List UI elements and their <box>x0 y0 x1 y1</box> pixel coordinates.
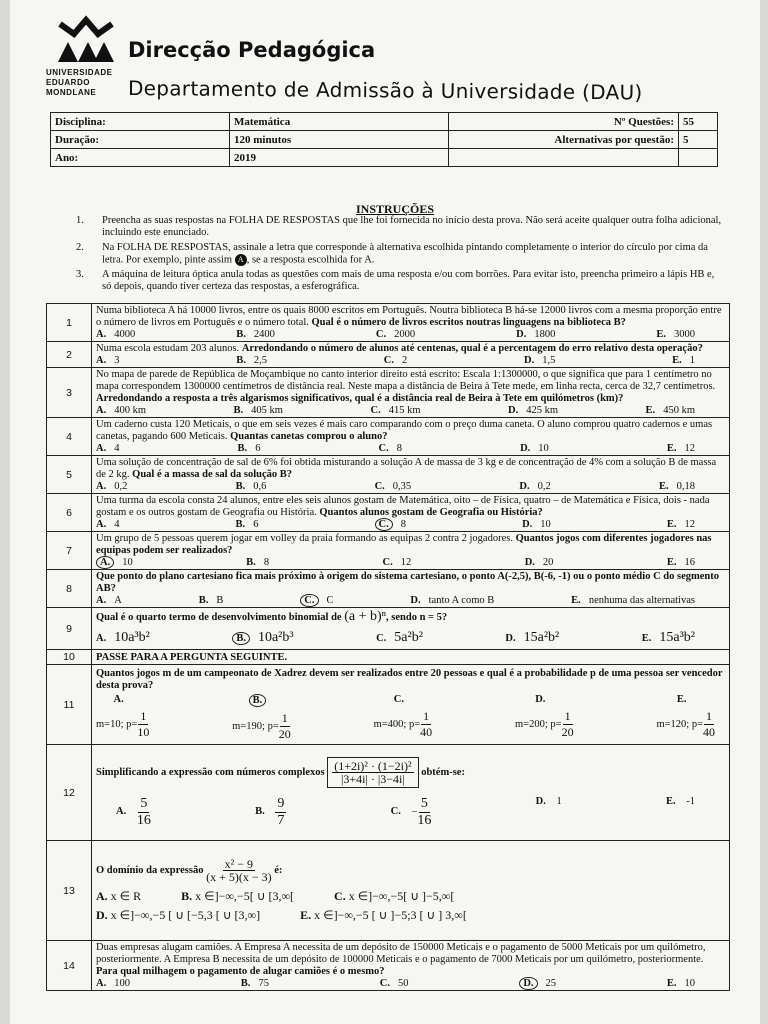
duracao-value: 120 minutos <box>230 131 449 149</box>
q6-alt-c[interactable]: C. 8 <box>375 519 406 530</box>
instructions-list <box>76 215 726 296</box>
q11-alt-e[interactable]: E. m=120; p= $\frac{1}{40}$ <box>656 693 715 739</box>
instruction-item: 3. A máquina de leitura óptica anula todas as questões com mais de uma resposta e/ou com borrões. Para evitar isto, preencha primeiro a lápis HB e, só depois, quando tiver certeza das respostas, a esferográfica. <box>76 269 715 293</box>
q14-alt-d[interactable]: D. 25 <box>519 978 556 989</box>
q1-alt-b[interactable]: B. 2400 <box>236 329 275 340</box>
q3-alt-a[interactable]: A. 400 km <box>96 405 147 416</box>
q13-alt-d[interactable]: D. x ∈]−∞,−5 [ ∪ [−5,3 [ ∪ [3,∞] <box>96 908 261 922</box>
q12-alt-e[interactable]: E. -1 <box>665 795 695 807</box>
q8-alt-b[interactable]: B. B <box>198 595 224 606</box>
question-text: Uma turma da escola consta 24 alunos, entre eles seis alunos gostam de Matemática, oito – de Física, quatro – de Matemática e Física, dois - nada gostam e os outros gostam de Geografia ou História. Quantos alunos gostam de Geografia ou História? <box>96 495 710 518</box>
q9-alt-e[interactable]: E. 15a³b² <box>641 630 695 645</box>
duracao-label: Duração: <box>51 131 230 149</box>
q13-alt-b[interactable]: B. x ∈]−∞,−5[ ∪ [3,∞[ <box>181 889 295 903</box>
q6-alt-a[interactable]: A. 4 <box>96 519 120 530</box>
page-subtitle: Departamento de Admissão à Universidade (DAU) <box>127 76 643 105</box>
question-number: 3 <box>47 368 92 418</box>
answer-alternatives <box>96 595 725 606</box>
question-number: 9 <box>47 608 92 650</box>
question-row-11: 11 Quantos jogos m de um campeonato de Xadrez devem ser realizados entre 20 pessoas e qual é a probabilidade p de uma pessoa ser vencedor desta prova? A. m=10; p= $\frac{1}{10}$ B. m=190; p= $\frac{1}{20}$ C. m=400; p= $\frac{1}{40}$ D. m=200; p= $\frac{1}{20}$ E. m=120; p= $\frac{1}{40}$ <box>47 665 730 745</box>
q1-alt-e[interactable]: E. 3000 <box>656 329 695 340</box>
question-text: Um grupo de 5 pessoas querem jogar em volley da praia formando as equipas 2 contra 2 jogadores. Quantos jogos com diferentes jogadores nas equipas podem ser realizados? <box>96 533 712 556</box>
answer-alternatives <box>96 443 725 454</box>
q8-alt-a[interactable]: A. A <box>96 595 122 606</box>
q11-alt-c[interactable]: C. m=400; p= $\frac{1}{40}$ <box>373 693 433 739</box>
q6-alt-b[interactable]: B. 6 <box>235 519 259 530</box>
q11-alt-d[interactable]: D. m=200; p= $\frac{1}{20}$ <box>515 693 574 739</box>
q3-alt-c[interactable]: C. 415 km <box>370 405 421 416</box>
q14-alt-a[interactable]: A. 100 <box>96 978 130 989</box>
question-row-14: 14 Duas empresas alugam camiões. A Empresa A necessita de um depósito de 150000 Meticais e o pagamento de 5000 Meticais por um quilómetro, posteriormente. A Empresa B necessita de um depósito de 100000 Meticais e o pagamento de 7000 Meticais por um quilómetro, posteriormente. Para qual milhagem o pagamento de alugar camiões é o mesmo? A. 100 B. 75 C. 50 D. 25 E. 10 <box>47 941 730 991</box>
question-row-2 <box>47 342 730 368</box>
answer-alternatives <box>96 557 725 568</box>
question-number: 12 <box>47 745 92 841</box>
question-row-10: 10 PASSE PARA A PERGUNTA SEGUINTE. <box>47 650 730 665</box>
nquestoes-value: 55 <box>679 113 718 131</box>
q13-alt-e[interactable]: E. x ∈]−∞,−5 [ ∪ ]−5;3 [ ∪ ] 3,∞[ <box>300 908 467 922</box>
q12-alt-d[interactable]: D. 1 <box>535 795 562 807</box>
nquestoes-label: Nº Questões: <box>449 113 679 131</box>
q7-alt-d[interactable]: D. 20 <box>524 557 554 568</box>
question-text: Um caderno custa 120 Meticais, o que em seis vezes é mais caro comparando com o preço duma caneta. O aluno comprou quatro cadernos e umas canetas, pagando 600 Meticais. Quantas canetas comprou o aluno? <box>96 419 713 442</box>
question-row-3 <box>47 368 730 418</box>
q8-alt-e[interactable]: E. nenhuma das alternativas <box>571 595 695 606</box>
question-row-5 <box>47 456 730 494</box>
question-number: 14 <box>47 941 92 991</box>
question-row-12: 12 Simplificando a expressão com números complexos $\frac{\text{(1+2i)² · (1−2i)²}}{|3+4i| \cdot |3-4i|}$ obtém-se: A. $\frac{5}{16}$ B. $\frac{9}{7}$ C. − $\frac{5}{16}$ D. 1 E. -1 <box>47 745 730 841</box>
question-row-4 <box>47 418 730 456</box>
q5-alt-a[interactable]: A. 0,2 <box>96 481 128 492</box>
disciplina-value: Matemática <box>230 113 449 131</box>
alternativas-value: 5 <box>679 131 718 149</box>
q9-alt-c[interactable]: C. 5a²b² <box>376 630 423 645</box>
q5-alt-e[interactable]: E. 0,18 <box>658 481 695 492</box>
question-number: 10 <box>47 650 92 665</box>
q14-alt-b[interactable]: B. 75 <box>240 978 269 989</box>
q7-alt-e[interactable]: E. 16 <box>666 557 695 568</box>
logo-emblem-icon <box>54 12 118 64</box>
answer-alternatives <box>96 329 725 340</box>
q5-alt-d[interactable]: D. 0,2 <box>519 481 551 492</box>
q12-alt-c[interactable]: C. − $\frac{5}{16}$ <box>390 795 432 828</box>
ano-label: Ano: <box>51 149 230 167</box>
answer-alternatives <box>96 481 725 492</box>
q3-alt-b[interactable]: B. 405 km <box>233 405 283 416</box>
question-row-8 <box>47 570 730 608</box>
answer-alternatives <box>96 405 725 416</box>
question-row-6 <box>47 494 730 532</box>
question-text: Numa biblioteca A há 10000 livros, entre os quais 8000 escritos em Português. Noutra biblioteca B há-se 12000 livros com a mesma proporção entre o número de livros em Português e o número total. Qual é o número de livros escritos noutras linguagens na biblioteca B? <box>96 305 722 328</box>
question-number: 2 <box>47 342 92 368</box>
q13-alt-a[interactable]: A. x ∈ R <box>96 889 142 903</box>
question-row-1 <box>47 304 730 342</box>
q7-alt-a[interactable]: A. 10 <box>96 557 133 568</box>
filled-circle-example: A <box>235 254 247 266</box>
answer-alternatives <box>96 355 725 366</box>
logo-text: UNIVERSIDADE EDUARDO MONDLANE <box>46 68 113 97</box>
q9-alt-d[interactable]: D. 15a²b² <box>505 630 560 645</box>
q5-alt-b[interactable]: B. 0,6 <box>235 481 267 492</box>
question-number: 1 <box>47 304 92 342</box>
q9-alt-b[interactable]: B. 10a²b³ <box>232 630 293 646</box>
question-number: 4 <box>47 418 92 456</box>
q1-alt-d[interactable]: D. 1800 <box>516 329 556 340</box>
page-title: Direcção Pedagógica <box>128 38 376 62</box>
question-row-7 <box>47 532 730 570</box>
q4-alt-b[interactable]: B. 6 <box>237 443 261 454</box>
question-number: 7 <box>47 532 92 570</box>
exam-info-table <box>50 112 718 167</box>
q9-alt-a[interactable]: A. 10a³b² <box>96 630 150 645</box>
question-number: 13 <box>47 841 92 941</box>
exam-sheet <box>10 0 760 1024</box>
question-row-13: 13 O domínio da expressão $\frac{\text{x² − 9}}{(x + 5)(x - 3)}$ é: A. x ∈ R B. x ∈]−∞,−5[ ∪ [3,∞[ C. x ∈]−∞,−5[ ∪ ]−5,∞[ D. x ∈]−∞,−5 [ ∪ [−5,3 [ ∪ [3,∞] E. x ∈]−∞,−5 [ ∪ ]−5;3 [ ∪ ] 3,∞[ <box>47 841 730 941</box>
question-text: Numa escola estudam 203 alunos. Arredondando o número de alunos até centenas, qual é a percentagem do erro relativo desta operação? <box>96 343 703 354</box>
q4-alt-c[interactable]: C. 8 <box>378 443 402 454</box>
q4-alt-a[interactable]: A. 4 <box>96 443 120 454</box>
question-row-9: 9 Qual é o quarto termo de desenvolvimento binomial de (a + b)ⁿ, sendo n = 5? A. 10a³b² B. 10a²b³ C. 5a²b² D. 15a²b² E. 15a³b² <box>47 608 730 650</box>
q2-alt-a[interactable]: A. 3 <box>96 355 120 366</box>
q1-alt-c[interactable]: C. 2000 <box>375 329 416 340</box>
q12-alt-a[interactable]: A. $\frac{5}{16}$ <box>116 795 151 828</box>
instruction-item: 1. Preencha as suas respostas na FOLHA DE RESPOSTAS que lhe foi fornecida no início desta prova. Não será aceite qualquer outra folha adicional, incluindo este enunciado. <box>76 215 722 238</box>
question-text: Que ponto do plano cartesiano fica mais próximo à origem do sistema cartesiano, o ponto A(-2,5), B(-6, -1) ou o ponto médio C do segmento AB? <box>96 571 719 594</box>
q5-alt-c[interactable]: C. 0,35 <box>374 481 412 492</box>
q11-alt-a[interactable]: A. m=10; p= $\frac{1}{10}$ <box>96 693 150 739</box>
disciplina-label: Disciplina: <box>51 113 230 131</box>
q14-alt-e[interactable]: E. 10 <box>666 978 695 989</box>
alternativas-label: Alternativas por questão: <box>449 131 679 149</box>
instructions-title: INSTRUÇÕES <box>356 202 435 216</box>
q7-alt-b[interactable]: B. 8 <box>246 557 270 568</box>
question-number: 6 <box>47 494 92 532</box>
q13-alt-c[interactable]: C. x ∈]−∞,−5[ ∪ ]−5,∞[ <box>334 889 455 903</box>
q12-alt-b[interactable]: B. $\frac{9}{7}$ <box>255 795 285 828</box>
ano-value: 2019 <box>230 149 449 167</box>
question-number: 11 <box>47 665 92 745</box>
university-logo <box>38 8 134 100</box>
q1-alt-a[interactable]: A. 4000 <box>96 329 136 340</box>
question-text: Uma solução de concentração de sal de 6% foi obtida misturando a solução A de massa de 3 kg e de concentração de 4% com a solução B de massa de 2 kg. Qual é a massa de sal da solução B? <box>96 457 717 480</box>
q4-alt-e[interactable]: E. 12 <box>666 443 695 454</box>
q6-alt-d[interactable]: D. 10 <box>522 519 551 530</box>
questions-table <box>46 303 730 991</box>
q4-alt-d[interactable]: D. 10 <box>520 443 549 454</box>
q14-alt-c[interactable]: C. 50 <box>379 978 409 989</box>
q11-alt-b[interactable]: B. m=190; p= $\frac{1}{20}$ <box>232 694 291 741</box>
q8-alt-c[interactable]: C. C <box>300 595 333 606</box>
q2-alt-c[interactable]: C. 2 <box>383 355 408 366</box>
q8-alt-d[interactable]: D. tanto A como B <box>410 595 495 606</box>
instruction-item: 2. Na FOLHA DE RESPOSTAS, assinale a letra que corresponde à alternativa escolhida pintando completamente o interior do círculo por cima da letra. Por exemplo, pinte assim A , se a resposta escolhida for A. <box>76 242 708 266</box>
q2-alt-d[interactable]: D. 1,5 <box>524 355 556 366</box>
question-text: No mapa de parede de República de Moçambique no canto interior direito está escrito: Escala 1:1300000, o que significa que para 1 centímetro no mapa correspondem 1300000 centímetros de distância real. Neste mapa a distância de Beira à Tete mede, em linha recta, cerca de 32,7 centímetros. Arredondando a resposta a três algarismos significativos, qual é a distância real de Beira à Tete em quilómetros (km)? <box>96 369 716 404</box>
q2-alt-b[interactable]: B. 2,5 <box>236 355 267 366</box>
q7-alt-c[interactable]: C. 12 <box>382 557 412 568</box>
answer-alternatives <box>96 519 725 530</box>
q6-alt-e[interactable]: E. 12 <box>666 519 695 530</box>
question-number: 5 <box>47 456 92 494</box>
q2-alt-e[interactable]: E. 1 <box>672 355 695 366</box>
question-number: 8 <box>47 570 92 608</box>
q3-alt-d[interactable]: D. 425 km <box>508 405 559 416</box>
q3-alt-e[interactable]: E. 450 km <box>645 405 695 416</box>
